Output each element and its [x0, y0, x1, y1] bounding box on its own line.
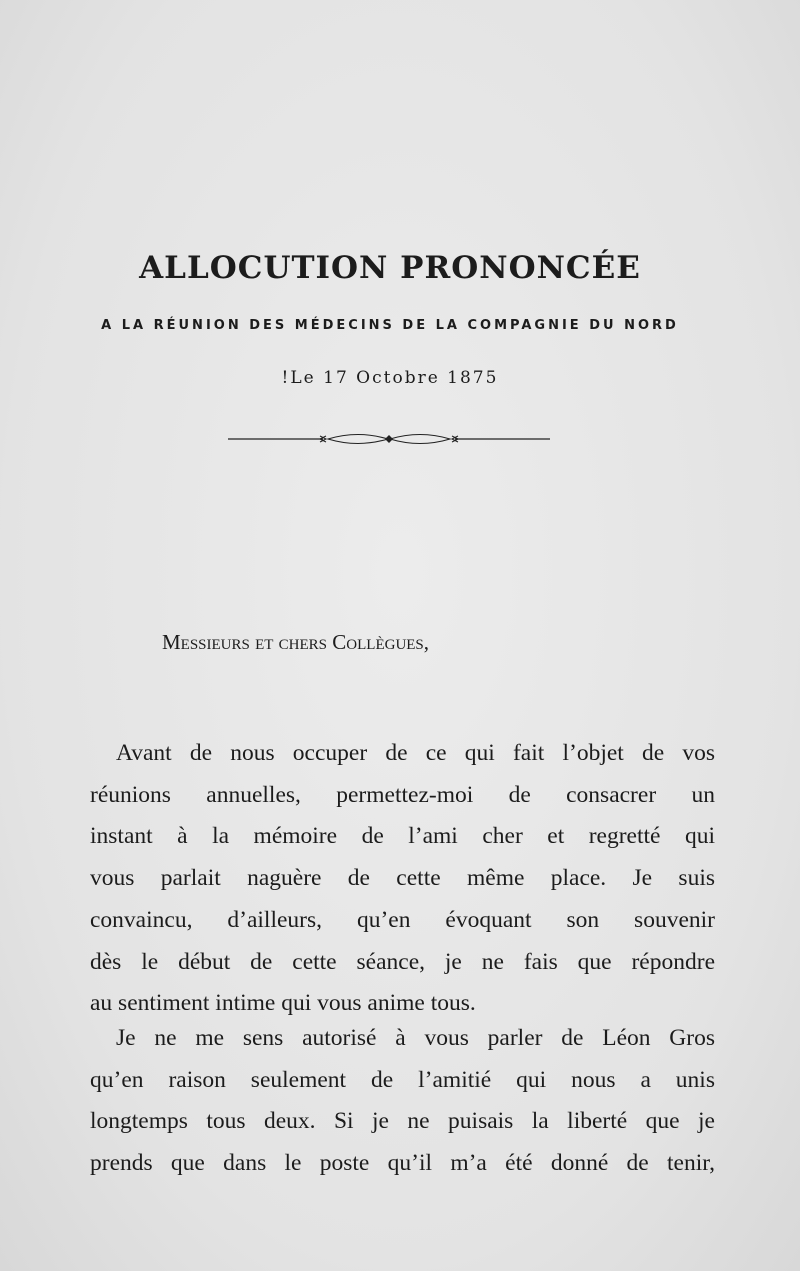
text-line: instant à la mémoire de l’ami cher et regretté qui: [90, 823, 715, 850]
page-subtitle: A LA RÉUNION DES MÉDECINS DE LA COMPAGNIE DU NORD: [101, 318, 679, 333]
text-line: longtemps tous deux. Si je ne puisais la liberté que je: [90, 1108, 715, 1135]
text-line: au sentiment intime qui vous anime tous.: [90, 990, 476, 1017]
text-line: réunions annuelles, permettez-moi de consacrer un: [90, 781, 715, 808]
page-title: ALLOCUTION PRONONCÉE: [139, 250, 641, 286]
paragraph-2: [90, 1018, 715, 1185]
text-line: Avant de nous occuper de ce qui fait l’objet de vos: [116, 740, 715, 766]
paragraph-1: [90, 733, 715, 1025]
salutation: Messieurs et chers Collègues,: [162, 630, 430, 654]
text-line: dès le début de cette séance, je ne fais que répondre: [90, 948, 715, 975]
text-line: qu’en raison seulement de l’amitié qui nous a unis: [90, 1066, 715, 1093]
text-line: vous parlait naguère de cette même place. Je suis: [90, 865, 715, 892]
speech-date: !Le 17 Octobre 1875: [281, 368, 499, 388]
decorative-rule-icon: [228, 430, 550, 448]
text-line: convaincu, d’ailleurs, qu’en évoquant son souvenir: [90, 906, 715, 933]
text-line: prends que dans le poste qu’il m’a été donné de tenir,: [90, 1150, 715, 1177]
text-line: Je ne me sens autorisé à vous parler de Léon Gros: [116, 1025, 715, 1051]
